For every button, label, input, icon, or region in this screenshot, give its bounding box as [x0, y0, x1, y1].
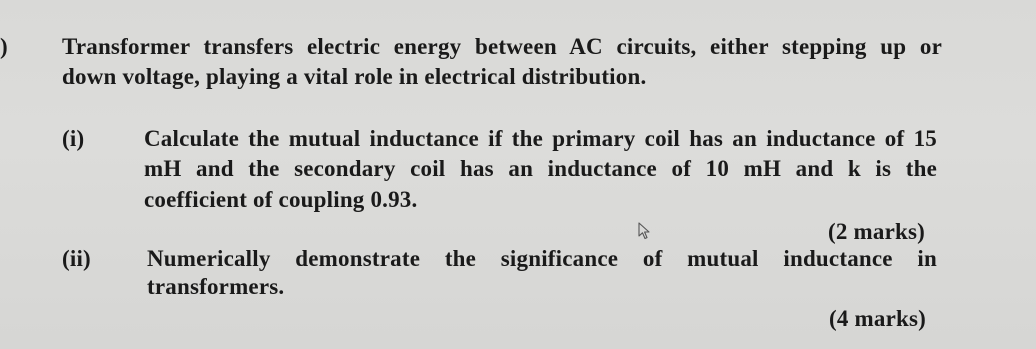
- mouse-pointer-icon: [638, 222, 652, 240]
- part-ii-label: (ii): [62, 246, 91, 271]
- part-ii-line-2: transformers.: [147, 274, 285, 299]
- part-i-line-1: Calculate the mutual inductance if the primary coil has an inductance of 15: [144, 126, 937, 151]
- part-i-label: (i): [62, 126, 85, 151]
- part-i-marks: (2 marks): [828, 219, 925, 244]
- intro-line-1: Transformer transfers electric energy between AC circuits, either stepping up or: [62, 34, 942, 59]
- part-i-line-2: mH and the secondary coil has an inductance of 10 mH and k is the: [144, 156, 937, 181]
- part-ii-marks: (4 marks): [829, 306, 926, 331]
- question-number-fragment: ): [0, 34, 8, 59]
- part-ii-line-1: Numerically demonstrate the significance of mutual inductance in: [147, 246, 937, 271]
- intro-line-2: down voltage, playing a vital role in electrical distribution.: [62, 64, 647, 89]
- part-i-line-3: coefficient of coupling 0.93.: [144, 187, 418, 212]
